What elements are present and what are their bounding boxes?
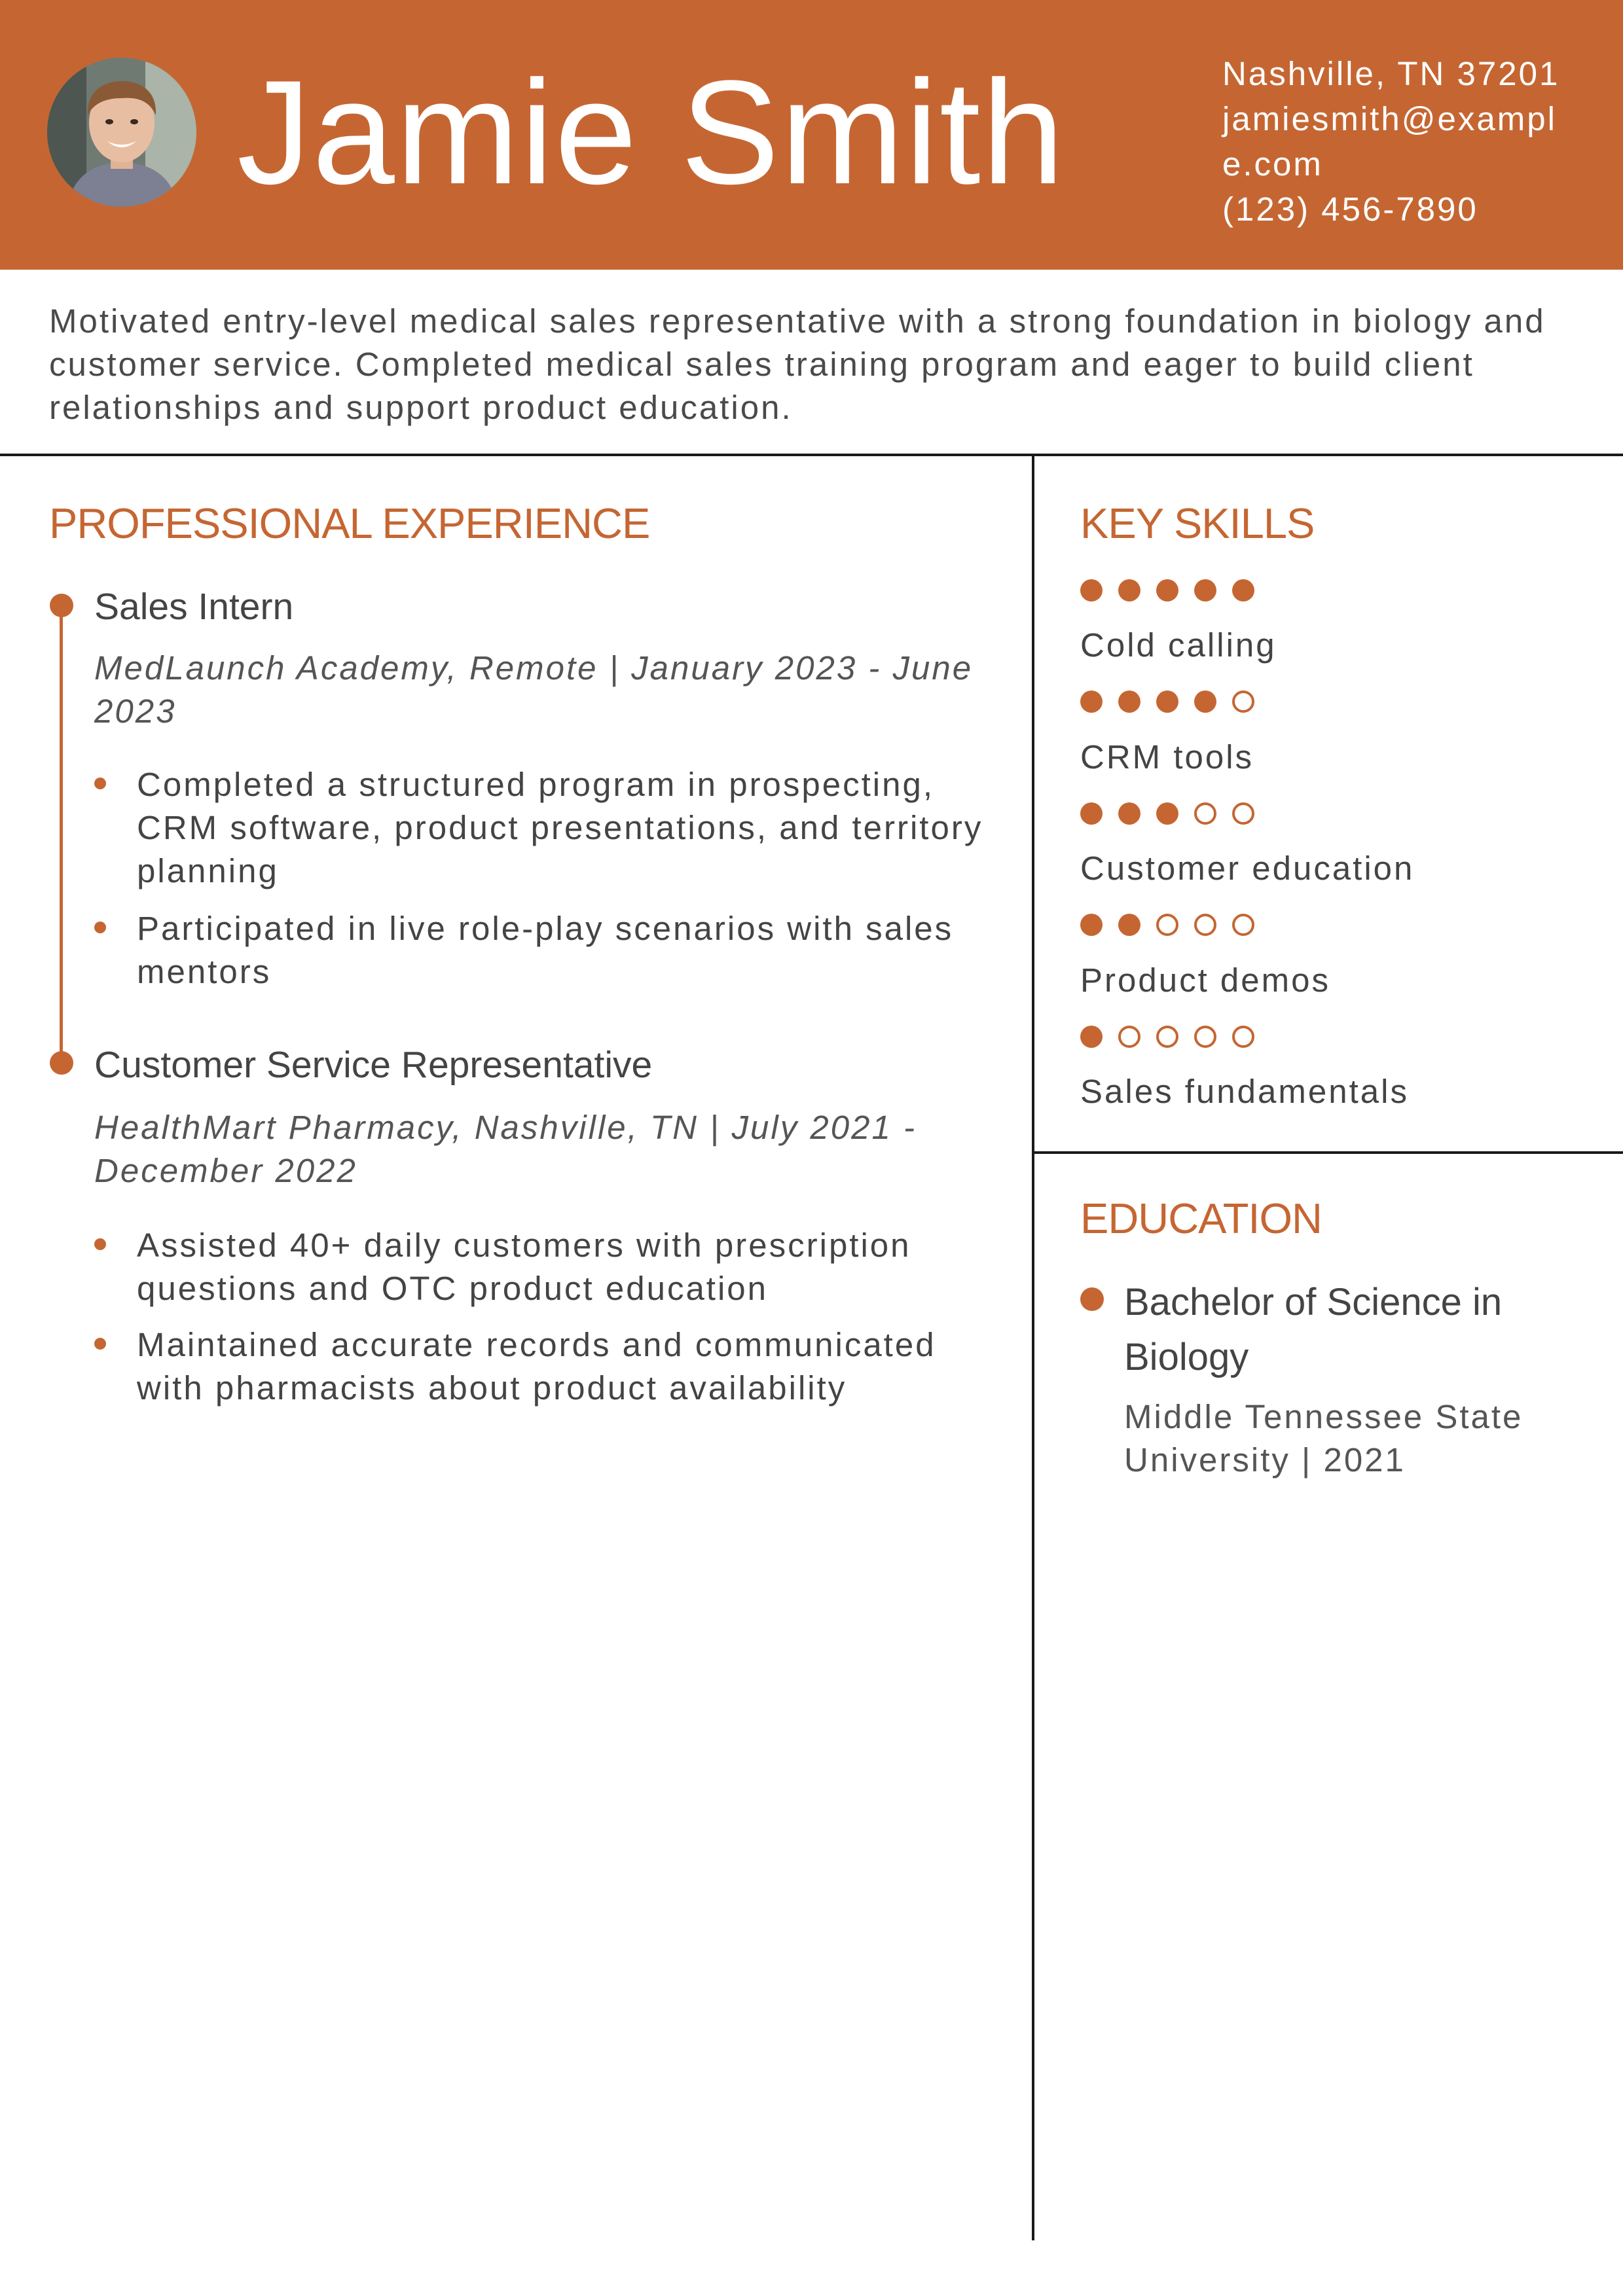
rating-dot-filled [1080, 802, 1103, 825]
job-meta-line: HealthMart Pharmacy, Nashville, TN | July 2021 - [94, 1109, 917, 1146]
rating-dot-filled [1156, 579, 1178, 601]
rating-dot-empty [1194, 914, 1216, 936]
bullet-dot [94, 1238, 106, 1250]
education-dot [1080, 1287, 1104, 1311]
divider-horizontal [0, 454, 1623, 456]
job-company-dates [94, 647, 998, 733]
rating-dot-empty [1118, 1026, 1140, 1048]
school-line: Middle Tennessee State [1124, 1398, 1523, 1435]
skill-name: Product demos [1080, 961, 1331, 999]
rating-dot-empty [1232, 914, 1254, 936]
bullet-dot [94, 922, 106, 933]
degree-line: Biology [1124, 1336, 1249, 1378]
bullet-line: mentors [137, 953, 272, 990]
rating-dot-filled [1118, 691, 1140, 713]
rating-dot-filled [1118, 579, 1140, 601]
rating-dot-filled [1080, 579, 1103, 601]
job-title: Sales Intern [94, 586, 294, 628]
contact-email[interactable] [1222, 96, 1589, 187]
rating-dot-filled [1194, 691, 1216, 713]
bullet-line: CRM software, product presentations, and territory [137, 809, 983, 846]
job-title: Customer Service Representative [94, 1044, 653, 1086]
skill-name: Customer education [1080, 850, 1415, 887]
header-banner [0, 0, 1623, 270]
divider-vertical [1032, 454, 1034, 2240]
divider-horizontal-right [1032, 1151, 1623, 1154]
candidate-name: Jamie Smith [237, 49, 1066, 215]
summary-line: customer service. Completed medical sales training program and eager to build client [49, 346, 1474, 383]
rating-dot-filled [1194, 579, 1216, 601]
rating-dot-filled [1156, 691, 1178, 713]
contact-email-line1: jamiesmith@exampl [1222, 100, 1557, 137]
bullet-line: Assisted 40+ daily customers with prescription [137, 1227, 911, 1264]
summary-line: relationships and support product education. [49, 389, 793, 426]
bullet-line: Maintained accurate records and communicated [137, 1326, 936, 1363]
rating-dot-filled [1080, 914, 1103, 936]
job-meta-line: December 2022 [94, 1152, 357, 1189]
degree-line: Bachelor of Science in [1124, 1281, 1503, 1323]
bullet-line: Completed a structured program in prospecting, [137, 766, 935, 803]
profile-photo [47, 58, 196, 207]
bullet-dot [94, 1338, 106, 1350]
rating-dot-empty [1232, 802, 1254, 825]
rating-dot-filled [1232, 579, 1254, 601]
job-company-dates [94, 1106, 998, 1193]
rating-dot-filled [1118, 802, 1140, 825]
professional-summary [49, 300, 1581, 429]
education-school [1124, 1395, 1523, 1482]
rating-dot-filled [1118, 914, 1140, 936]
rating-dot-empty [1156, 1026, 1178, 1048]
contact-email-line2: e.com [1222, 145, 1323, 183]
timeline-dot [50, 594, 73, 617]
bullet-line: planning [137, 852, 279, 889]
rating-dot-empty [1194, 1026, 1216, 1048]
rating-dot-empty [1194, 802, 1216, 825]
skill-name: CRM tools [1080, 738, 1254, 776]
job-meta-line: MedLaunch Academy, Remote | January 2023 - June [94, 649, 974, 687]
contact-info [1222, 51, 1589, 232]
education-heading: EDUCATION [1080, 1194, 1322, 1242]
rating-dot-filled [1156, 802, 1178, 825]
rating-dot-filled [1080, 1026, 1103, 1048]
bullet-line: with pharmacists about product availability [137, 1369, 847, 1407]
rating-dot-filled [1080, 691, 1103, 713]
summary-line: Motivated entry-level medical sales representative with a strong foundation in biology and [49, 302, 1546, 340]
skills-heading: KEY SKILLS [1080, 499, 1315, 547]
rating-dot-empty [1232, 1026, 1254, 1048]
timeline-line [60, 603, 63, 1062]
skill-name: Cold calling [1080, 626, 1277, 664]
contact-phone: (123) 456-7890 [1222, 190, 1478, 228]
contact-address: Nashville, TN 37201 [1222, 55, 1560, 92]
rating-dot-empty [1156, 914, 1178, 936]
job-meta-line: 2023 [94, 692, 177, 730]
bullet-line: Participated in live role-play scenarios with sales [137, 910, 954, 947]
experience-heading: PROFESSIONAL EXPERIENCE [49, 499, 650, 547]
rating-dot-empty [1232, 691, 1254, 713]
bullet-line: questions and OTC product education [137, 1270, 769, 1307]
skill-name: Sales fundamentals [1080, 1073, 1409, 1110]
timeline-dot [50, 1051, 73, 1075]
education-degree [1124, 1275, 1502, 1385]
bullet-dot [94, 778, 106, 789]
school-line: University | 2021 [1124, 1441, 1406, 1479]
